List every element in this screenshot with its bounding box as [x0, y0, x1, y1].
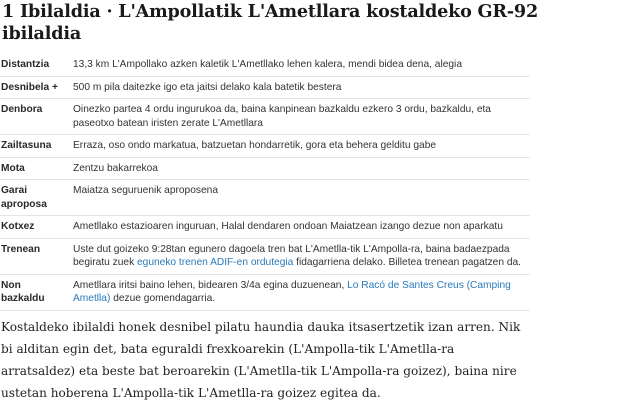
table-row-time: [0, 99, 530, 135]
table-row-elevation: [0, 76, 530, 99]
row-value-time: Oinezko partea 4 ordu ingurukoa da, baina kanpinean bazkaldu ezkero 3 ordu, bazkaldu, eta paseotxo batean iristen zerate L'Ametllara: [73, 104, 491, 129]
hike-info-table: [0, 54, 530, 311]
row-value-distance: 13,3 km L'Ampollako azken kaletik L'Ametllako lehen kalera, mendi bidea dena, alegia: [73, 59, 462, 70]
row-label-by-car: Kotxez: [1, 221, 35, 232]
adif-timetable-link[interactable]: eguneko trenen ADIF-en ordutegia: [137, 257, 294, 268]
row-label-lunch: Non bazkaldu: [1, 279, 45, 304]
camping-ametlla-link[interactable]: Lo Racó de Santes Creus (Camping Ametlla): [73, 279, 511, 304]
table-row-difficulty: [0, 135, 530, 158]
lunch-text-after: dezue gomendagarria.: [110, 293, 216, 304]
article-title: 1 Ibilaldia · L'Ampollatik L'Ametllara kostaldeko GR-92 ibilaldia: [2, 1, 538, 44]
row-value-by-train: [63, 238, 530, 274]
train-text-after: fidagarriena delako. Billetea trenean pagatzen da.: [293, 257, 522, 268]
row-label-distance: Distantzia: [1, 59, 50, 70]
train-text-before: Uste dut goizeko 9:28tan egunero dagoela tren bat L'Ametlla-tik L'Ampolla-ra, baina badaezpada begiratu zuek: [73, 243, 510, 268]
table-row-lunch: [0, 274, 530, 310]
row-label-difficulty: Zailtasuna: [1, 140, 52, 151]
row-label-type: Mota: [1, 162, 25, 174]
row-value-season: Maiatza seguruenik aproposena: [73, 185, 218, 196]
row-value-lunch: [63, 274, 530, 310]
table-row-by-car: [0, 216, 530, 239]
row-value-by-car: Ametllako estazioaren inguruan, Halal dendaren ondoan Maiatzean izango dezue non aparkatu: [73, 221, 503, 232]
table-row-type: [0, 157, 530, 180]
row-value-difficulty: Erraza, oso ondo markatua, batzuetan hondarretik, gora eta behera gelditu gabe: [73, 140, 437, 151]
table-row-by-train: [0, 238, 530, 274]
row-value-type: Zentzu bakarrekoa: [73, 162, 158, 174]
row-label-elevation: Desnibela +: [1, 81, 58, 93]
row-label-season: Garai aproposa: [1, 185, 47, 210]
lunch-text-before: Ametllara iritsi baino lehen, bidearen 3/4a egina duzuenean,: [73, 279, 348, 291]
table-row-season: [0, 180, 530, 216]
table-row-distance: [0, 54, 530, 76]
intro-paragraph: Kostaldeko ibilaldi honek desnibel pilatu haundia dauka itsasertzetik izan arren. Nik bi alditan egin det, bata eguraldi frexkoarekin (L'Ampolla-tik L'Ametlla-ra arratsaldez) eta beste bat beroarekin (L'Ametlla-tik L'Ampolla-ra goizez), baina nire ustetan hoberena L'Ampolla-tik L'Ametlla-ra goizez egitea da.: [1, 320, 521, 400]
row-label-by-train: Trenean: [1, 243, 41, 255]
row-label-time: Denbora: [1, 104, 43, 115]
row-value-elevation: 500 m pila daitezke igo eta jaitsi delako kala batetik bestera: [73, 81, 342, 93]
